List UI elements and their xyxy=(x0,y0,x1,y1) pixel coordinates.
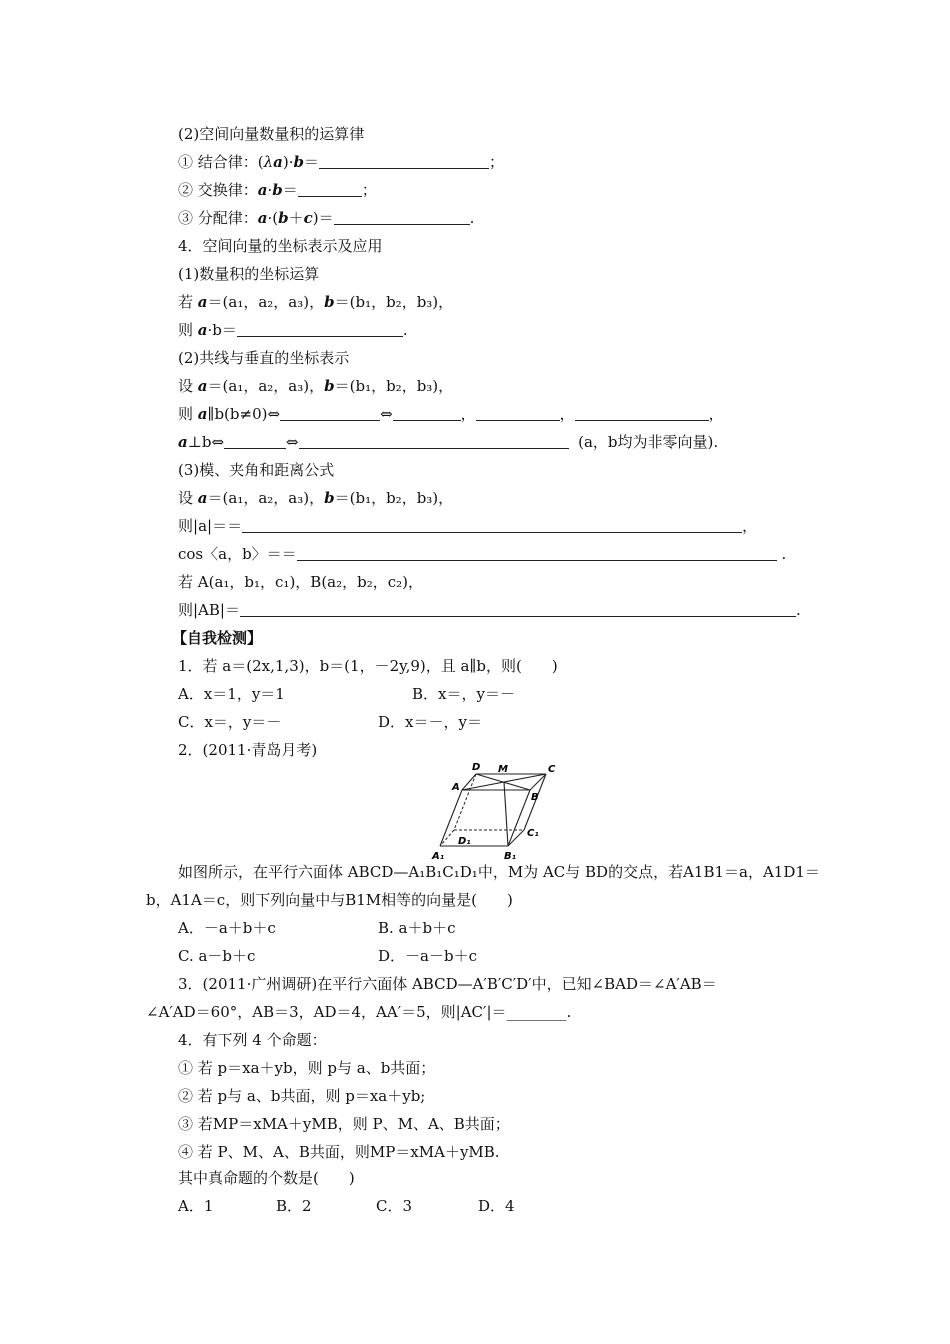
section4-heading: 4．空间向量的坐标表示及应用 xyxy=(178,237,383,255)
answer-blank[interactable] xyxy=(476,406,560,421)
answer-blank[interactable] xyxy=(297,546,777,561)
vector-a-coords: ＝(a₁，a₂，a₃)， xyxy=(207,489,325,507)
assoc-eq: ＝ xyxy=(304,153,320,171)
q4-question: 其中真命题的个数是( ) xyxy=(178,1169,355,1187)
q3-line1: 3．(2011·广州调研)在平行六面体 ABCD—A′B′C′D′中，已知∠BAD＝∠A′AB＝ xyxy=(178,975,717,993)
assoc-mid: )· xyxy=(282,153,294,171)
answer-blank[interactable] xyxy=(575,406,709,421)
dist-end: . xyxy=(469,209,475,227)
answer-blank[interactable] xyxy=(280,406,380,421)
comm-label: ② 交换律： xyxy=(178,181,258,199)
label-C: C xyxy=(548,764,556,775)
q4-option-c[interactable]: C．3 xyxy=(376,1197,413,1215)
q1-option-a[interactable]: A．x＝1，y＝1 xyxy=(178,685,285,703)
answer-blank[interactable] xyxy=(298,182,362,197)
vector-c: c xyxy=(303,209,313,227)
laws-heading: (2)空间向量数量积的运算律 xyxy=(178,125,365,143)
q4-proposition-4: ④ 若 P、M、A、B共面，则MP＝xMA＋yMB. xyxy=(178,1143,500,1161)
set-word: 设 xyxy=(178,377,194,395)
label-B1: B₁ xyxy=(504,851,517,862)
comma: ， xyxy=(742,517,758,535)
cos-text: cos〈a，b〉＝＝ xyxy=(178,545,297,563)
vector-b: b xyxy=(293,153,304,171)
answer-blank[interactable] xyxy=(299,434,569,449)
q4-option-d[interactable]: D．4 xyxy=(478,1197,515,1215)
parallel-text: ∥b(b≠0)⇔ xyxy=(207,405,281,423)
coords-line: 若 a＝(a₁，a₂，a₃)，b＝(b₁，b₂，b₃)， xyxy=(178,293,454,311)
period: . xyxy=(402,321,408,339)
period: . xyxy=(795,601,801,619)
vector-b-coords: ＝(b₁，b₂，b₃)， xyxy=(334,293,454,311)
norm-text: |a|＝＝ xyxy=(193,517,243,535)
points-line: 若 A(a₁，b₁，c₁)，B(a₂，b₂，c₂)， xyxy=(178,573,424,591)
lambda-symbol: λ xyxy=(263,153,274,171)
dist-plus: ＋ xyxy=(288,209,304,227)
sub1-heading: (1)数量积的坐标运算 xyxy=(178,265,320,283)
q4-option-b[interactable]: B．2 xyxy=(276,1197,312,1215)
self-test-heading: 【自我检测】 xyxy=(172,629,263,647)
coords-line-2: 设 a＝(a₁，a₂，a₃)，b＝(b₁，b₂，b₃)， xyxy=(178,377,454,395)
dist-label: ③ 分配律： xyxy=(178,209,258,227)
q4-proposition-2: ② 若 p与 a、b共面，则 p＝xa＋yb; xyxy=(178,1087,426,1105)
comma: ， xyxy=(460,405,476,423)
comm-dot: · xyxy=(267,181,273,199)
sub3-heading: (3)模、夹角和距离公式 xyxy=(178,461,335,479)
parallel-line: 则 a∥b(b≠0)⇔ ⇔ ， ， ， xyxy=(178,405,724,423)
q4-proposition-1: ① 若 p＝xa＋yb，则 p与 a、b共面； xyxy=(178,1059,436,1077)
set-word: 设 xyxy=(178,489,194,507)
distributive-law xyxy=(178,208,474,228)
vector-a-coords: ＝(a₁，a₂，a₃)， xyxy=(207,377,325,395)
vector-a: a xyxy=(257,181,268,199)
q2-line2: b，A1A＝c，则下列向量中与B1M相等的向量是( ) xyxy=(146,891,513,909)
if-word: 若 xyxy=(178,293,194,311)
sub2-heading: (2)共线与垂直的坐标表示 xyxy=(178,349,350,367)
label-D1: D₁ xyxy=(458,836,471,847)
iff-symbol: ⇔ xyxy=(286,433,299,451)
vector-b: b xyxy=(272,181,283,199)
q2-line1: 如图所示，在平行六面体 ABCD—A₁B₁C₁D₁中，M为 AC与 BD的交点，若A1B1＝a，A1D1＝ xyxy=(178,863,820,881)
vector-b-coords: ＝(b₁，b₂，b₃)， xyxy=(334,377,454,395)
norm-line xyxy=(178,516,757,536)
comma: ， xyxy=(559,405,575,423)
comm-eq: ＝ xyxy=(282,181,298,199)
label-M: M xyxy=(498,764,508,775)
q3-line2: ∠A′AD＝60°，AB＝3，AD＝4，AA′＝5，则|AC′|＝________. xyxy=(146,1003,572,1021)
q4-stem: 4．有下列 4 个命题： xyxy=(178,1031,327,1049)
label-C1: C₁ xyxy=(527,828,539,839)
vector-a-coords: ＝(a₁，a₂，a₃)， xyxy=(207,293,325,311)
vector-a: a xyxy=(273,153,283,171)
commutative-law xyxy=(178,180,377,200)
vector-b-coords: ＝(b₁，b₂，b₃)， xyxy=(334,489,454,507)
answer-blank[interactable] xyxy=(242,518,742,533)
answer-blank[interactable] xyxy=(319,154,489,169)
answer-blank[interactable] xyxy=(237,322,403,337)
dist-dot: ·( xyxy=(267,209,279,227)
then-word: 则 xyxy=(178,405,194,423)
parallelepiped-diagram xyxy=(428,760,564,864)
q1-option-b[interactable]: B．x＝，y＝－ xyxy=(412,685,515,703)
ab-norm-text: 则|AB|＝ xyxy=(178,601,240,619)
vector-a: a xyxy=(257,209,268,227)
perpendicular-line: a⊥b⇔ ⇔ (a，b均为非零向量). xyxy=(178,433,719,451)
assoc-label: ① 结合律：( xyxy=(178,153,264,171)
q2-option-b[interactable]: B. a＋b＋c xyxy=(378,919,456,937)
answer-blank[interactable] xyxy=(393,406,461,421)
iff-symbol: ⇔ xyxy=(380,405,393,423)
label-A: A xyxy=(452,782,460,793)
parallelepiped-figure xyxy=(428,760,564,868)
dot-eq: ·b＝ xyxy=(207,321,237,339)
q4-proposition-3: ③ 若MP＝xMA＋yMB，则 P、M、A、B共面； xyxy=(178,1115,510,1133)
dist-close: )＝ xyxy=(312,209,334,227)
q1-option-c[interactable]: C．x＝，y＝－ xyxy=(178,713,282,731)
then-word: 则 xyxy=(178,321,194,339)
coords-line-3: 设 a＝(a₁，a₂，a₃)，b＝(b₁，b₂，b₃)， xyxy=(178,489,454,507)
then-word: 则 xyxy=(178,517,194,535)
q1-stem: 1．若 a＝(2x,1,3)，b＝(1，－2y,9)，且 a∥b，则( ) xyxy=(178,657,558,675)
vector-b: b xyxy=(278,209,289,227)
cos-line xyxy=(178,544,786,564)
comm-end: ； xyxy=(361,181,377,199)
q2-option-a[interactable]: A．－a＋b＋c xyxy=(178,919,276,937)
perp-text: ⊥b⇔ xyxy=(187,433,225,451)
answer-blank[interactable] xyxy=(240,602,796,617)
label-D: D xyxy=(472,762,481,773)
answer-blank[interactable] xyxy=(334,210,470,225)
q2-option-c[interactable]: C. a－b＋c xyxy=(178,947,256,965)
comma: ， xyxy=(708,405,724,423)
label-B: B xyxy=(531,792,539,803)
dot-product-line: 则 a·b＝ . xyxy=(178,321,408,339)
period: . xyxy=(781,545,787,563)
label-A1: A₁ xyxy=(432,851,445,862)
answer-blank[interactable] xyxy=(224,434,286,449)
q2-source: 2．(2011·青岛月考) xyxy=(178,741,318,759)
nonzero-note: (a，b均为非零向量). xyxy=(578,433,719,451)
q4-option-a[interactable]: A．1 xyxy=(178,1197,214,1215)
assoc-end: ； xyxy=(489,153,505,171)
ab-norm-line xyxy=(178,600,801,620)
q1-option-d[interactable]: D．x＝－，y＝ xyxy=(378,713,482,731)
q2-option-d[interactable]: D．－a－b＋c xyxy=(378,947,477,965)
associative-law xyxy=(178,152,504,172)
